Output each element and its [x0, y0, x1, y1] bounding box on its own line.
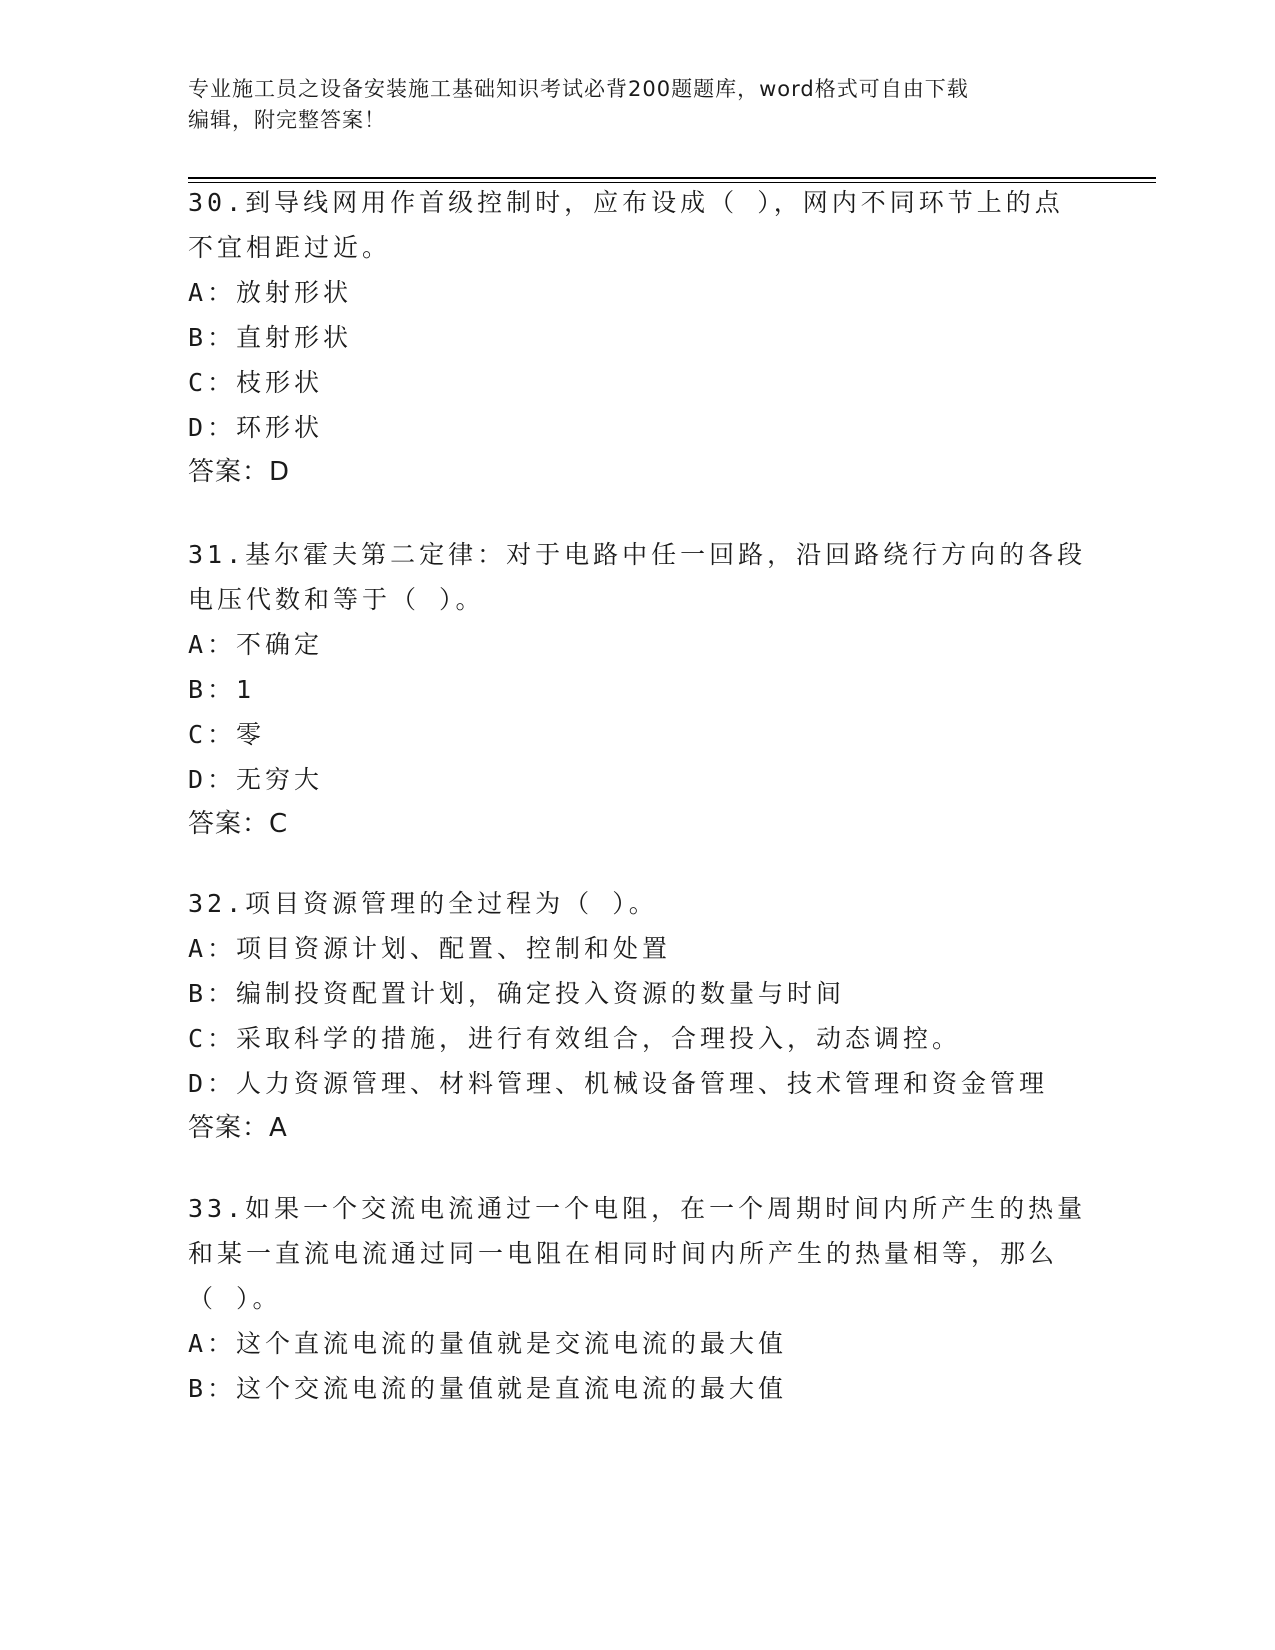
- answer: 答案：C: [188, 809, 289, 839]
- question-31: [188, 532, 1088, 847]
- question-stem: [188, 881, 1088, 926]
- option-a: A：不确定: [188, 630, 324, 659]
- option-a: A：项目资源计划、配置、控制和处置: [188, 934, 672, 963]
- option-c: C：采取科学的措施，进行有效组合，合理投入，动态调控。: [188, 1024, 962, 1053]
- option-b: B：1: [188, 675, 256, 704]
- stem-line: 和某一直流电流通过同一电阻在相同时间内所产生的热量相等，那么: [188, 1239, 1059, 1268]
- header-title-line-2: 编辑，附完整答案！: [188, 108, 386, 132]
- option-a: A：这个直流电流的量值就是交流电流的最大值: [188, 1329, 788, 1358]
- stem-line: 不宜相距过近。: [188, 233, 392, 262]
- option-d: D：无穷大: [188, 765, 324, 794]
- option-c: C：枝形状: [188, 368, 324, 397]
- question-stem: [188, 532, 1088, 622]
- stem-line: （ ）。: [188, 1284, 282, 1313]
- stem-line: 电压代数和等于（ ）。: [188, 585, 485, 614]
- answer: 答案：A: [188, 1113, 288, 1143]
- option-d: D：人力资源管理、材料管理、机械设备管理、技术管理和资金管理: [188, 1069, 1049, 1098]
- answer: 答案：D: [188, 457, 291, 487]
- question-stem: [188, 180, 1088, 270]
- option-a: A：放射形状: [188, 278, 353, 307]
- document-header: [188, 74, 1088, 136]
- option-b: B：这个交流电流的量值就是直流电流的最大值: [188, 1374, 788, 1403]
- stem-line: 33.如果一个交流电流通过一个电阻，在一个周期时间内所产生的热量: [188, 1194, 1087, 1223]
- option-b: B：编制投资配置计划，确定投入资源的数量与时间: [188, 979, 846, 1008]
- option-d: D：环形状: [188, 413, 324, 442]
- stem-line: 31.基尔霍夫第二定律：对于电路中任一回路，沿回路绕行方向的各段: [188, 540, 1087, 569]
- question-32: [188, 881, 1088, 1151]
- question-33: [188, 1186, 1088, 1411]
- question-stem: [188, 1186, 1088, 1321]
- question-30: [188, 180, 1088, 495]
- stem-line: 30.到导线网用作首级控制时，应布设成（ ），网内不同环节上的点: [188, 188, 1064, 217]
- option-c: C：零: [188, 720, 266, 749]
- header-title-line-1: 专业施工员之设备安装施工基础知识考试必背200题题库，word格式可自由下载: [188, 77, 969, 101]
- stem-line: 32.项目资源管理的全过程为（ ）。: [188, 889, 658, 918]
- option-b: B：直射形状: [188, 323, 353, 352]
